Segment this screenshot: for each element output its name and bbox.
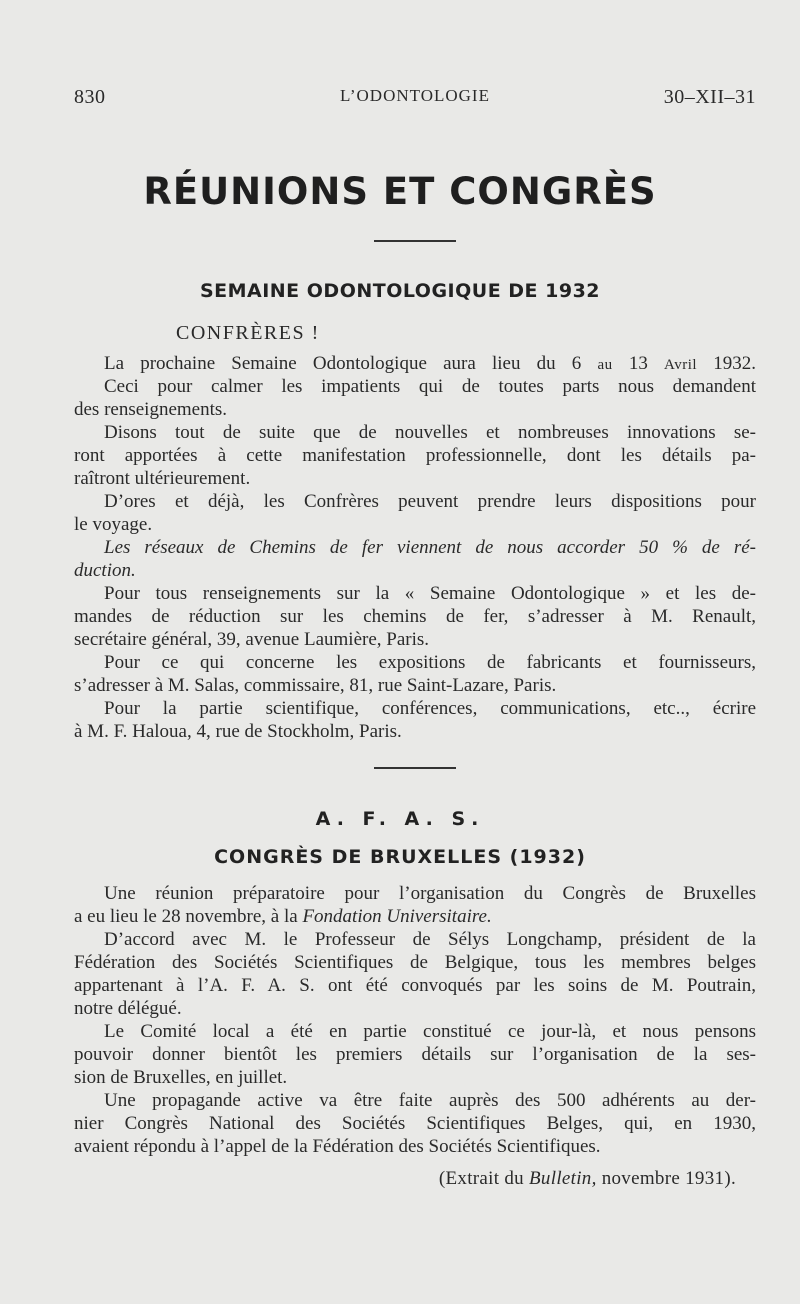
divider-rule — [374, 767, 456, 769]
text-line: ront apportées à cette manifestation professionnelle, dont les détails pa- — [74, 445, 756, 466]
text-line: raîtront ultérieurement. — [74, 468, 251, 489]
text-line: à M. F. Haloua, 4, rue de Stockholm, Paris. — [74, 721, 402, 742]
text-line: Fédération des Sociétés Scientifiques de Belgique, tous les membres belges — [74, 952, 756, 973]
text-line — [74, 352, 756, 375]
page-number: 830 — [74, 86, 106, 108]
text-line — [74, 905, 756, 928]
text-span: Fondation Universitaire. — [302, 906, 492, 927]
text-span: au — [597, 357, 613, 373]
text-span: novembre 1931). — [596, 1168, 736, 1189]
section-body-congres — [74, 882, 756, 1158]
text-line: appartenant à l’A. F. A. S. ont été convoqués par les soins de M. Poutrain, — [74, 975, 756, 996]
text-span: Bulletin, — [529, 1168, 597, 1189]
text-line: Les réseaux de Chemins de fer viennent de nous accorder 50 % de ré- — [104, 537, 756, 558]
text-line: Pour ce qui concerne les expositions de fabricants et fournisseurs, — [104, 652, 756, 673]
text-line: pouvoir donner bientôt les premiers détails sur l’organisation de la ses- — [74, 1044, 756, 1065]
page-title: RÉUNIONS ET CONGRÈS — [143, 170, 657, 213]
journal-title: L’ODONTOLOGIE — [340, 86, 490, 105]
text-line: D’accord avec M. le Professeur de Sélys Longchamp, président de la — [104, 929, 756, 950]
text-line: Pour tous renseignements sur la « Semaine Odontologique » et les de- — [104, 583, 756, 604]
text-span: a eu lieu le 28 novembre, à la — [74, 906, 303, 927]
text-span: La prochaine Semaine Odontologique aura lieu du 6 — [104, 353, 598, 374]
text-line: nier Congrès National des Sociétés Scientifiques Belges, qui, en 1930, — [74, 1113, 756, 1134]
text-line: D’ores et déjà, les Confrères peuvent prendre leurs dispositions pour — [104, 491, 756, 512]
text-line: le voyage. — [74, 514, 153, 535]
text-line: des renseignements. — [74, 399, 228, 420]
text-line: mandes de réduction sur les chemins de fer, s’adresser à M. Renault, — [74, 606, 756, 627]
text-line: Disons tout de suite que de nouvelles et nombreuses innovations se- — [104, 422, 756, 443]
text-line: avaient répondu à l’appel de la Fédération des Sociétés Scientifiques. — [74, 1136, 601, 1157]
text-line: secrétaire général, 39, avenue Laumière, Paris. — [74, 629, 430, 650]
text-line: Ceci pour calmer les impatients qui de toutes parts nous demandent — [104, 376, 756, 397]
running-header — [74, 86, 756, 112]
section-subheading-congres: CONGRÈS DE BRUXELLES (1932) — [214, 846, 586, 868]
text-span: (Extrait du — [438, 1168, 530, 1189]
text-line: notre délégué. — [74, 998, 182, 1019]
text-span: Avril — [664, 357, 698, 373]
text-line: Le Comité local a été en partie constitué ce jour-là, et nous pensons — [104, 1021, 756, 1042]
text-span: 13 — [612, 353, 665, 374]
section-body-semaine — [74, 352, 756, 743]
source-citation — [439, 1168, 736, 1190]
section-heading-afas: A. F. A. S. — [315, 808, 485, 830]
text-line: Une propagande active va être faite auprès des 500 adhérents au der- — [104, 1090, 756, 1111]
text-line: s’adresser à M. Salas, commissaire, 81, rue Saint-Lazare, Paris. — [74, 675, 557, 696]
text-line: sion de Bruxelles, en juillet. — [74, 1067, 288, 1088]
text-line: Une réunion préparatoire pour l’organisation du Congrès de Bruxelles — [104, 883, 756, 904]
salutation: CONFRÈRES ! — [176, 322, 320, 344]
divider-rule — [374, 240, 456, 242]
text-span: 1932. — [697, 353, 756, 374]
text-line: Pour la partie scientifique, conférences, communications, etc.., écrire — [104, 698, 756, 719]
section-heading-semaine: SEMAINE ODONTOLOGIQUE DE 1932 — [199, 280, 601, 302]
issue-date: 30–XII–31 — [663, 86, 756, 108]
text-line: duction. — [74, 560, 136, 581]
